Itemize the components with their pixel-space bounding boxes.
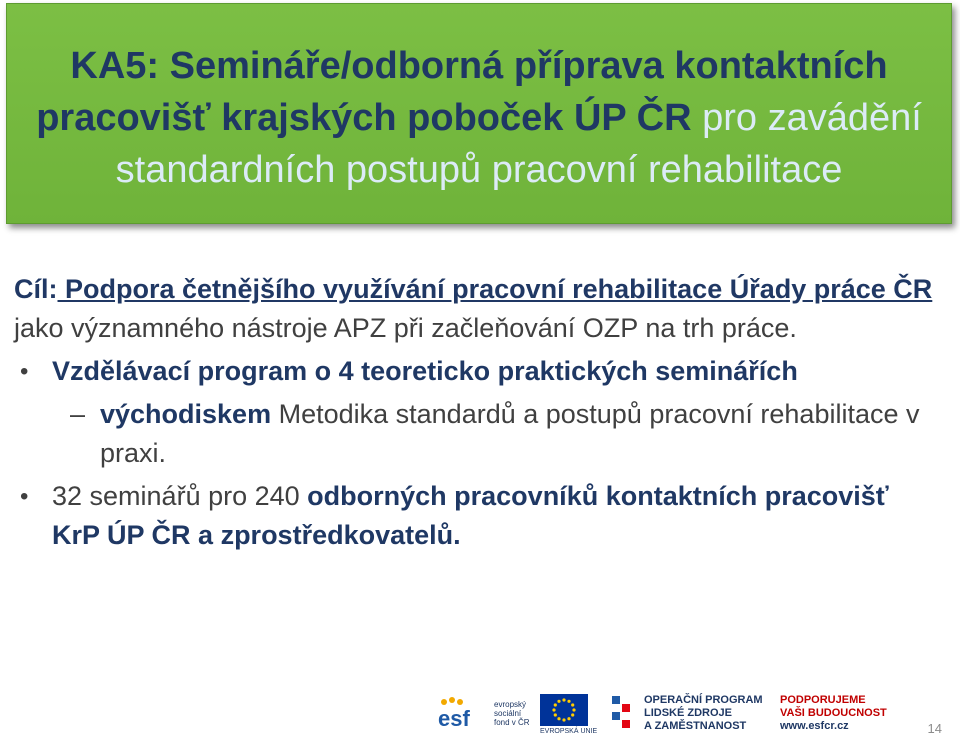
title-line-2-light: pro zavádění (691, 97, 922, 139)
slide-title (7, 40, 951, 196)
goal-paragraph (14, 270, 940, 348)
footer-logos (436, 690, 906, 738)
goal-underlined: Podpora četnějšího využívání pracovní rehabilitace Úřady práce ČR (57, 274, 933, 304)
sub-bullet-basis (14, 395, 940, 473)
slogan (780, 694, 887, 733)
op-line-3: A ZAMĚSTNANOST (644, 720, 747, 732)
op-label (644, 694, 763, 733)
sub-dash: – (70, 399, 86, 429)
title-line-3: standardních postupů pracovní rehabilitace (115, 149, 843, 191)
op-line-1: OPERAČNÍ PROGRAM (644, 694, 763, 706)
sub-rest: Metodika standardů a postupů pracovní rehabilitace v praxi. (100, 399, 920, 468)
goal-label: Cíl: (14, 274, 58, 304)
title-line-1: KA5: Semináře/odborná příprava kontaktních (70, 45, 888, 87)
esf-url: www.esfcr.cz (780, 720, 849, 732)
bullet-dot: • (20, 483, 29, 510)
slide-body (14, 270, 940, 555)
svg-text:esf: esf (438, 706, 470, 730)
slogan-line-2: VAŠI BUDOUCNOST (780, 707, 887, 719)
title-banner (6, 3, 952, 224)
bullet-seminars-plain: 32 seminářů pro 240 (52, 481, 308, 511)
op-line-2: LIDSKÉ ZDROJE (644, 707, 733, 719)
eu-flag-icon (540, 694, 588, 726)
eu-label: EVROPSKÁ UNIE (540, 728, 598, 735)
bullet-program (14, 352, 940, 391)
bullet-program-text: Vzdělávací program o 4 teoreticko praktických seminářích (52, 356, 798, 386)
esf-logo-icon (436, 694, 488, 730)
op-lzz-logo-icon (608, 694, 636, 730)
esf-label: evropský sociální fond v ČR (494, 700, 530, 727)
page-number: 14 (927, 721, 942, 736)
sub-bold: východiskem (100, 399, 272, 429)
bullet-seminars-bold: odborných pracovníků kontaktních pracovišť KrP ÚP ČR a zprostředkovatelů. (52, 481, 889, 550)
slogan-line-1: PODPORUJEME (780, 694, 866, 706)
bullet-seminars (14, 477, 940, 555)
title-line-2-bold: pracovišť krajských poboček ÚP ČR (36, 97, 692, 139)
goal-rest: jako významného nástroje APZ při začleňování OZP na trh práce. (14, 313, 797, 343)
bullet-dot: • (20, 358, 29, 385)
